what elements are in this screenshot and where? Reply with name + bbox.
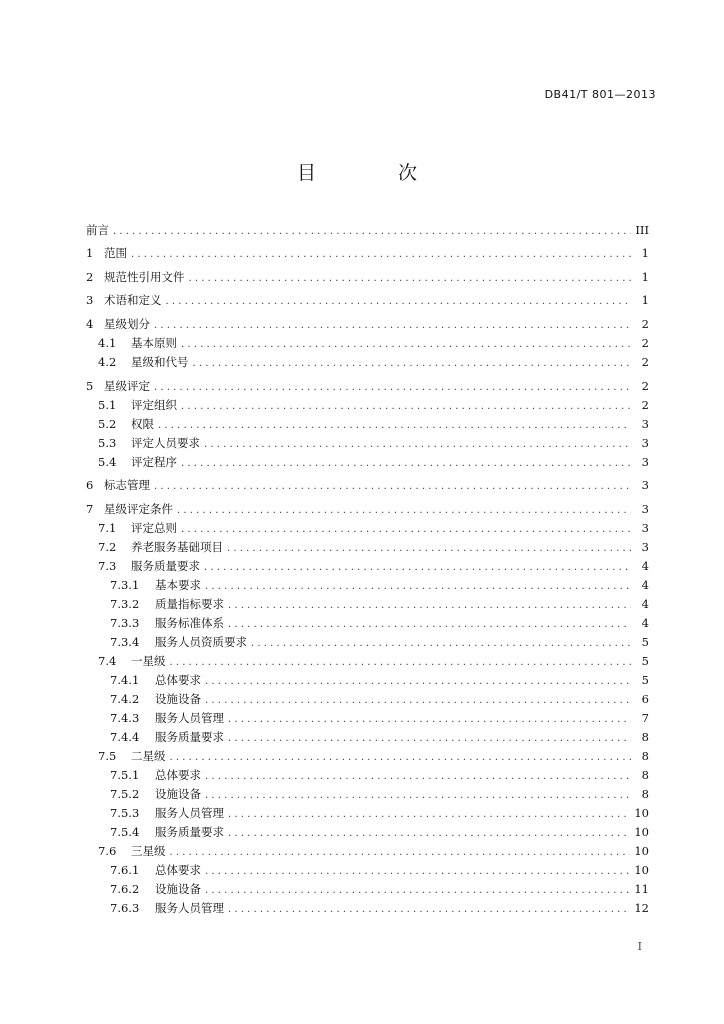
toc-entry-page: 1 <box>641 246 649 261</box>
toc-entry[interactable] <box>86 671 649 690</box>
toc-entry-number: 5.4 <box>98 454 117 469</box>
toc-entry[interactable] <box>86 785 649 804</box>
page-title: 目 次 <box>296 162 456 184</box>
toc-dot-leader <box>170 843 631 862</box>
toc-entry-number: 7.6.1 <box>110 862 140 877</box>
page-number: I <box>637 940 642 953</box>
toc-entry[interactable] <box>86 353 649 372</box>
toc-entry[interactable] <box>86 557 649 576</box>
toc-dot-leader <box>113 222 631 241</box>
toc-entry-page: 5 <box>641 672 649 687</box>
toc-entry[interactable] <box>86 221 649 240</box>
toc-entry-number: 7.4.3 <box>110 710 140 725</box>
toc-entry[interactable] <box>86 747 649 766</box>
toc-entry-number: 7.1 <box>98 520 117 535</box>
toc-entry-page: 2 <box>641 378 649 393</box>
toc-dot-leader <box>205 767 631 786</box>
toc-entry-label: 服务人员管理 <box>155 710 224 725</box>
toc-entry-label: 评定组织 <box>131 397 177 412</box>
toc-entry-label: 设施设备 <box>155 691 201 706</box>
toc-dot-leader <box>228 710 631 729</box>
toc-entry-number: 5.1 <box>98 397 117 412</box>
toc-dot-leader <box>205 786 631 805</box>
toc-entry-page: 8 <box>641 729 649 744</box>
toc-entry-label: 三星级 <box>131 843 166 858</box>
toc-entry-label: 服务人员管理 <box>155 805 224 820</box>
toc-dot-leader <box>228 729 631 748</box>
toc-entry[interactable] <box>86 766 649 785</box>
toc-entry-number: 7.6.2 <box>110 881 140 896</box>
toc-dot-leader <box>227 539 631 558</box>
toc-entry-page: 4 <box>641 596 649 611</box>
toc-entry[interactable] <box>86 880 649 899</box>
toc-entry-label: 星级划分 <box>104 316 150 331</box>
toc-dot-leader <box>251 634 631 653</box>
toc-entry-label: 标志管理 <box>104 478 150 493</box>
toc-entry[interactable] <box>86 415 649 434</box>
toc-entry[interactable] <box>86 377 649 396</box>
toc-entry[interactable] <box>86 728 649 747</box>
toc-entry-page: 3 <box>641 454 649 469</box>
toc-entry[interactable] <box>86 652 649 671</box>
toc-entry[interactable] <box>86 709 649 728</box>
toc-entry-page: 1 <box>641 293 649 308</box>
toc-entry[interactable] <box>86 244 649 263</box>
toc-entry[interactable] <box>86 453 649 472</box>
toc-entry-label: 星级评定 <box>104 378 150 393</box>
toc-entry-label: 服务质量要求 <box>155 824 224 839</box>
toc-entry-label: 一星级 <box>131 653 166 668</box>
toc-entry-number: 7.4.4 <box>110 729 140 744</box>
toc-entry-page: 5 <box>641 634 649 649</box>
toc-entry-page: 2 <box>641 354 649 369</box>
toc-dot-leader <box>166 292 632 311</box>
toc-entry[interactable] <box>86 690 649 709</box>
toc-entry[interactable] <box>86 396 649 415</box>
toc-entry-page: III <box>635 222 649 237</box>
toc-entry-label: 服务标准体系 <box>155 615 224 630</box>
toc-dot-leader <box>228 900 630 919</box>
toc-dot-leader <box>154 378 631 397</box>
toc-dot-leader <box>189 269 632 288</box>
toc-entry-label: 评定程序 <box>131 454 177 469</box>
toc-dot-leader <box>181 454 631 473</box>
toc-entry[interactable] <box>86 614 649 633</box>
toc-entry-number: 7.6.3 <box>110 900 140 915</box>
toc-dot-leader <box>154 477 631 496</box>
toc-entry-label: 总体要求 <box>155 862 201 877</box>
toc-entry-page: 1 <box>641 269 649 284</box>
toc-entry-number: 4.1 <box>98 335 117 350</box>
toc-entry-page: 3 <box>641 478 649 493</box>
toc-entry-page: 8 <box>641 786 649 801</box>
toc-dot-leader <box>204 558 631 577</box>
toc-dot-leader <box>181 520 631 539</box>
toc-entry-page: 3 <box>641 435 649 450</box>
toc-entry-number: 7.5 <box>98 748 117 763</box>
toc-dot-leader <box>131 245 631 264</box>
document-code: DB41/T 801—2013 <box>544 88 656 101</box>
toc-entry-page: 2 <box>641 335 649 350</box>
toc-entry-number: 7.3.3 <box>110 615 140 630</box>
toc-entry-page: 8 <box>641 767 649 782</box>
toc-entry[interactable] <box>86 804 649 823</box>
toc-entry-label: 前言 <box>86 222 109 237</box>
toc-entry[interactable] <box>86 268 649 287</box>
toc-entry-number: 7.3.1 <box>110 577 140 592</box>
toc-entry-label: 范围 <box>104 246 127 261</box>
toc-dot-leader <box>204 435 631 454</box>
toc-entry-label: 星级和代号 <box>131 354 189 369</box>
toc-entry-number: 7.3.2 <box>110 596 140 611</box>
toc-entry[interactable] <box>86 595 649 614</box>
toc-entry-label: 养老服务基础项目 <box>131 539 223 554</box>
toc-entry-label: 总体要求 <box>155 672 201 687</box>
toc-dot-leader <box>205 862 630 881</box>
toc-dot-leader <box>158 416 631 435</box>
toc-entry[interactable] <box>86 576 649 595</box>
toc-entry-page: 10 <box>634 824 649 839</box>
toc-entry-number: 6 <box>86 478 94 493</box>
toc-entry-label: 质量指标要求 <box>155 596 224 611</box>
toc-entry-number: 1 <box>86 246 94 261</box>
toc-entry-page: 4 <box>641 558 649 573</box>
toc-entry-number: 7 <box>86 501 94 516</box>
toc-dot-leader <box>228 615 631 634</box>
toc-entry-number: 7.6 <box>98 843 117 858</box>
toc-dot-leader <box>205 881 630 900</box>
toc-entry-page: 11 <box>634 881 649 896</box>
toc-entry-label: 服务人员资质要求 <box>155 634 247 649</box>
toc-entry-number: 7.5.2 <box>110 786 140 801</box>
toc-entry[interactable] <box>86 334 649 353</box>
toc-entry[interactable] <box>86 842 649 861</box>
toc-dot-leader <box>177 501 631 520</box>
toc-dot-leader <box>205 691 631 710</box>
toc-dot-leader <box>193 354 632 373</box>
toc-entry-page: 3 <box>641 520 649 535</box>
toc-entry-page: 2 <box>641 316 649 331</box>
toc-entry-number: 7.4.1 <box>110 672 140 687</box>
toc-entry-page: 8 <box>641 748 649 763</box>
toc-entry[interactable] <box>86 434 649 453</box>
toc-entry[interactable] <box>86 899 649 918</box>
toc-dot-leader <box>205 577 631 596</box>
toc-dot-leader <box>181 397 631 416</box>
toc-dot-leader <box>228 596 631 615</box>
toc-entry-page: 2 <box>641 397 649 412</box>
toc-entry-page: 3 <box>641 416 649 431</box>
toc-entry-page: 4 <box>641 615 649 630</box>
toc-entry-page: 5 <box>641 653 649 668</box>
toc-entry-label: 规范性引用文件 <box>104 269 185 284</box>
toc-entry[interactable] <box>86 291 649 310</box>
toc-entry[interactable] <box>86 519 649 538</box>
toc-entry-label: 设施设备 <box>155 786 201 801</box>
toc-entry-number: 4 <box>86 316 94 331</box>
toc-entry-number: 7.3 <box>98 558 117 573</box>
toc-entry-label: 基本原则 <box>131 335 177 350</box>
toc-entry-label: 设施设备 <box>155 881 201 896</box>
toc-entry-label: 评定总则 <box>131 520 177 535</box>
toc-entry-label: 权限 <box>131 416 154 431</box>
toc-entry-number: 5 <box>86 378 94 393</box>
toc-entry-label: 基本要求 <box>155 577 201 592</box>
toc-entry-page: 4 <box>641 577 649 592</box>
toc-entry-number: 7.2 <box>98 539 117 554</box>
toc-entry-number: 7.3.4 <box>110 634 140 649</box>
toc-entry-page: 6 <box>641 691 649 706</box>
toc-dot-leader <box>228 824 630 843</box>
toc-dot-leader <box>228 805 630 824</box>
toc-dot-leader <box>154 316 631 335</box>
toc-dot-leader <box>181 335 631 354</box>
toc-entry-label: 服务质量要求 <box>155 729 224 744</box>
toc-entry-label: 总体要求 <box>155 767 201 782</box>
toc-entry[interactable] <box>86 476 649 495</box>
toc-dot-leader <box>170 653 632 672</box>
toc-entry[interactable] <box>86 538 649 557</box>
toc-entry-number: 3 <box>86 293 94 308</box>
toc-entry-page: 3 <box>641 539 649 554</box>
toc-entry[interactable] <box>86 823 649 842</box>
toc-entry[interactable] <box>86 500 649 519</box>
toc-entry-label: 星级评定条件 <box>104 501 173 516</box>
toc-entry-number: 7.4 <box>98 653 117 668</box>
toc-dot-leader <box>170 748 632 767</box>
toc-entry-number: 5.2 <box>98 416 117 431</box>
toc-entry-page: 12 <box>634 900 649 915</box>
toc-entry-page: 7 <box>641 710 649 725</box>
toc-entry-number: 7.5.3 <box>110 805 140 820</box>
toc-entry[interactable] <box>86 633 649 652</box>
toc-entry-number: 4.2 <box>98 354 117 369</box>
toc-entry-label: 评定人员要求 <box>131 435 200 450</box>
toc-entry-number: 7.4.2 <box>110 691 140 706</box>
toc-entry-page: 10 <box>634 805 649 820</box>
toc-entry-label: 服务人员管理 <box>155 900 224 915</box>
toc-dot-leader <box>205 672 631 691</box>
toc-entry-page: 10 <box>634 843 649 858</box>
toc-entry[interactable] <box>86 861 649 880</box>
toc-entry-number: 5.3 <box>98 435 117 450</box>
toc-entry-number: 7.5.1 <box>110 767 140 782</box>
table-of-contents <box>86 216 649 918</box>
toc-entry-page: 10 <box>634 862 649 877</box>
toc-entry-label: 服务质量要求 <box>131 558 200 573</box>
toc-entry-page: 3 <box>641 501 649 516</box>
toc-entry-number: 7.5.4 <box>110 824 140 839</box>
toc-entry[interactable] <box>86 315 649 334</box>
toc-entry-label: 术语和定义 <box>104 293 162 308</box>
toc-entry-number: 2 <box>86 269 94 284</box>
toc-entry-label: 二星级 <box>131 748 166 763</box>
